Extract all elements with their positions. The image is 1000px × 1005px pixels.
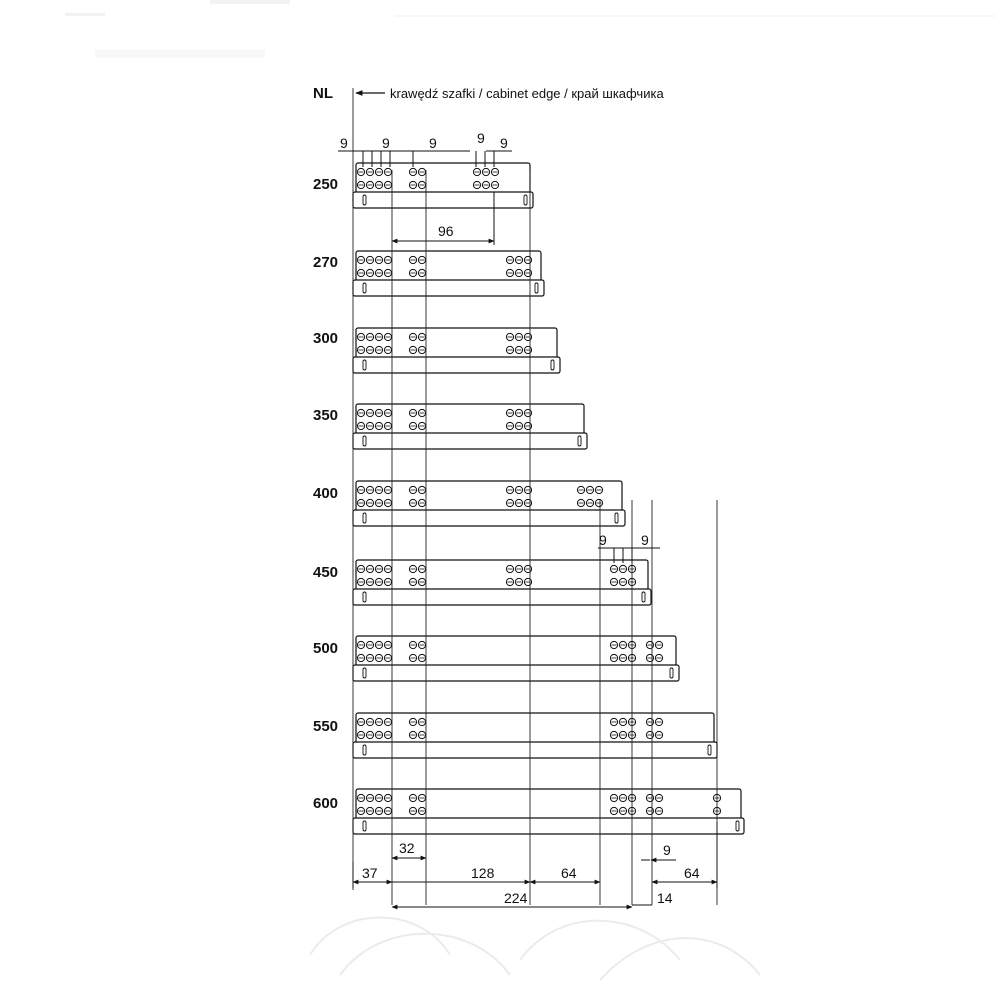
- rail-slot-rear: [642, 592, 645, 602]
- rail-slot-rear: [615, 513, 618, 523]
- dim-9-rear-left: 9: [599, 532, 607, 548]
- rail-slot-rear: [535, 283, 538, 293]
- rail-slot-rear: [670, 668, 673, 678]
- rail-lower-bar: [353, 192, 533, 208]
- slide-rail-row: [353, 636, 679, 681]
- dim-128: 128: [471, 865, 495, 881]
- rail-slot-rear: [551, 360, 554, 370]
- slide-rail-row: [353, 328, 560, 373]
- rail-lower-bar: [353, 433, 587, 449]
- slide-rail-row: [353, 560, 651, 605]
- rail-slot-front: [363, 821, 366, 831]
- rail-lower-bar: [353, 742, 717, 758]
- dim-9-rear-right: 9: [641, 532, 649, 548]
- dim-9-left: 9: [382, 135, 390, 151]
- slide-rail-row: [353, 713, 717, 758]
- dim-64-mid: 64: [561, 865, 577, 881]
- dim-9-mid: 9: [429, 135, 437, 151]
- size-labels: [313, 176, 338, 812]
- slide-rail-row: [353, 789, 744, 834]
- dim-9-upper: 9: [477, 130, 485, 146]
- rail-upper-bar: [356, 560, 648, 590]
- size-label-500: 500: [313, 640, 339, 657]
- nl-label: NL: [313, 85, 333, 102]
- rail-slot-rear: [736, 821, 739, 831]
- size-label-400: 400: [313, 485, 339, 502]
- dim-9-right: 9: [500, 135, 508, 151]
- rail-slot-front: [363, 745, 366, 755]
- rail-lower-bar: [353, 510, 625, 526]
- rail-lower-bar: [353, 665, 679, 681]
- cabinet-edge-label: krawędź szafki / cabinet edge / край шкафчика: [390, 86, 664, 101]
- rail-slot-front: [363, 592, 366, 602]
- size-label-600: 600: [313, 795, 339, 812]
- rail-slot-front: [363, 360, 366, 370]
- rail-slot-front: [363, 513, 366, 523]
- rail-slot-rear: [708, 745, 711, 755]
- rail-upper-bar: [356, 251, 541, 281]
- dim-64-right: 64: [684, 865, 700, 881]
- size-label-550: 550: [313, 718, 339, 735]
- faint-decoration: [310, 918, 760, 981]
- rail-slot-rear: [578, 436, 581, 446]
- size-label-250: 250: [313, 176, 339, 193]
- size-label-300: 300: [313, 330, 339, 347]
- size-label-350: 350: [313, 407, 339, 424]
- slide-rail-row: [353, 481, 625, 526]
- dim-37: 37: [362, 865, 378, 881]
- rail-slot-rear: [524, 195, 527, 205]
- rail-slot-front: [363, 283, 366, 293]
- rail-lower-bar: [353, 589, 651, 605]
- slide-rail-row: [353, 251, 544, 296]
- rail-upper-bar: [356, 163, 530, 193]
- rail-slot-front: [363, 195, 366, 205]
- rail-slot-front: [363, 436, 366, 446]
- rail-lower-bar: [353, 357, 560, 373]
- rail-lower-bar: [353, 818, 744, 834]
- rail-upper-bar: [356, 404, 584, 434]
- dim-224: 224: [504, 890, 528, 906]
- dim-96: 96: [438, 223, 454, 239]
- faded-header: [65, 0, 995, 58]
- size-label-450: 450: [313, 564, 339, 581]
- size-label-270: 270: [313, 254, 339, 271]
- dim-14: 14: [657, 890, 673, 906]
- slide-rail-row: [353, 404, 587, 449]
- dim-32: 32: [399, 840, 415, 856]
- bottom-dimension-labels: [362, 840, 700, 906]
- rail-lower-bar: [353, 280, 544, 296]
- dim-9-bottom: 9: [663, 842, 671, 858]
- dim-9-edge: 9: [340, 135, 348, 151]
- slide-rail-row: [353, 163, 533, 208]
- rail-slot-front: [363, 668, 366, 678]
- rail-upper-bar: [356, 636, 676, 666]
- slide-rails: [353, 163, 744, 834]
